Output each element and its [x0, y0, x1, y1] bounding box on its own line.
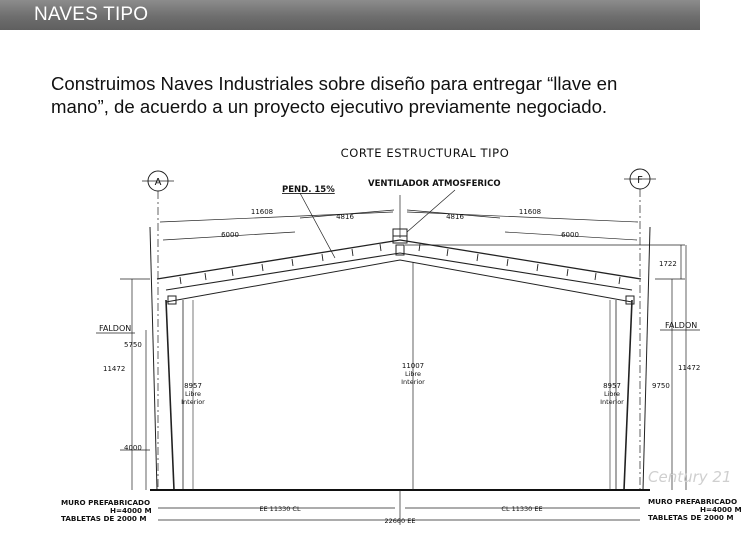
faldon-left-label: FALDON: [99, 324, 132, 333]
axis-label-f: F: [637, 175, 643, 186]
svg-text:Interior: Interior: [600, 398, 624, 406]
ventilator-label: VENTILADOR ATMOSFERICO: [368, 179, 501, 189]
dim-half-span-left: EE 11330 CL: [259, 505, 301, 513]
dim-11472-right: 11472: [678, 364, 701, 372]
slope-label: PEND. 15%: [282, 185, 335, 195]
dim-11472-left: 11472: [103, 365, 126, 373]
svg-text:Interior: Interior: [401, 378, 425, 386]
dim-half-span-right: CL 11330 EE: [501, 505, 543, 513]
axis-bubble-f: [624, 169, 656, 189]
upper-dimension-lines: [160, 190, 638, 258]
dim-11608-left: 11608: [250, 208, 274, 216]
dim-11608-right: 11608: [518, 208, 542, 216]
left-height-dims: [120, 279, 150, 490]
section-title: NAVES TIPO: [34, 4, 149, 25]
svg-text:Libre: Libre: [184, 390, 202, 398]
svg-text:TABLETAS DE 2000 M: TABLETAS DE 2000 M: [648, 513, 734, 522]
dim-6000-left: 6000: [221, 231, 239, 239]
svg-text:8957: 8957: [184, 382, 202, 390]
svg-text:8957: 8957: [603, 382, 621, 390]
dim-9750: 9750: [652, 382, 670, 390]
dim-4816-right: 4816: [446, 213, 464, 221]
drawing-title: CORTE ESTRUCTURAL TIPO: [340, 146, 510, 160]
watermark: Century 21: [648, 468, 732, 486]
left-clear-height: [181, 382, 205, 406]
roof-rafters: [157, 240, 641, 302]
dim-4816-left: 4816: [336, 213, 354, 221]
svg-text:MURO PREFABRICADO: MURO PREFABRICADO: [61, 498, 151, 507]
intro-line-2: mano”, de acuerdo a un proyecto ejecutivo previamente negociado.: [51, 96, 608, 117]
faldon-right-label: FALDON: [665, 321, 698, 330]
dim-1722: 1722: [659, 260, 677, 268]
dim-5750: 5750: [124, 341, 142, 349]
center-clear-height: [401, 362, 425, 386]
svg-text:11007: 11007: [401, 362, 425, 370]
wall-note-right: [648, 497, 742, 522]
axis-label-a: A: [154, 177, 162, 188]
svg-text:H=4000 M: H=4000 M: [110, 506, 152, 515]
wall-note-left: [61, 498, 152, 523]
dim-4000: 4000: [124, 444, 142, 452]
svg-text:Libre: Libre: [404, 370, 422, 378]
svg-text:TABLETAS DE 2000 M: TABLETAS DE 2000 M: [61, 514, 147, 523]
columns: [150, 227, 650, 490]
svg-text:H=4000 M: H=4000 M: [700, 505, 742, 514]
svg-text:MURO PREFABRICADO: MURO PREFABRICADO: [648, 497, 738, 506]
dim-6000-right: 6000: [561, 231, 579, 239]
right-clear-height: [600, 382, 624, 406]
axis-bubble-a: [142, 171, 174, 191]
dim-total-span: 22660 EE: [384, 517, 416, 525]
svg-text:Interior: Interior: [181, 398, 205, 406]
intro-line-1: Construimos Naves Industriales sobre diseño para entregar “llave en: [51, 73, 618, 94]
svg-text:Libre: Libre: [603, 390, 621, 398]
